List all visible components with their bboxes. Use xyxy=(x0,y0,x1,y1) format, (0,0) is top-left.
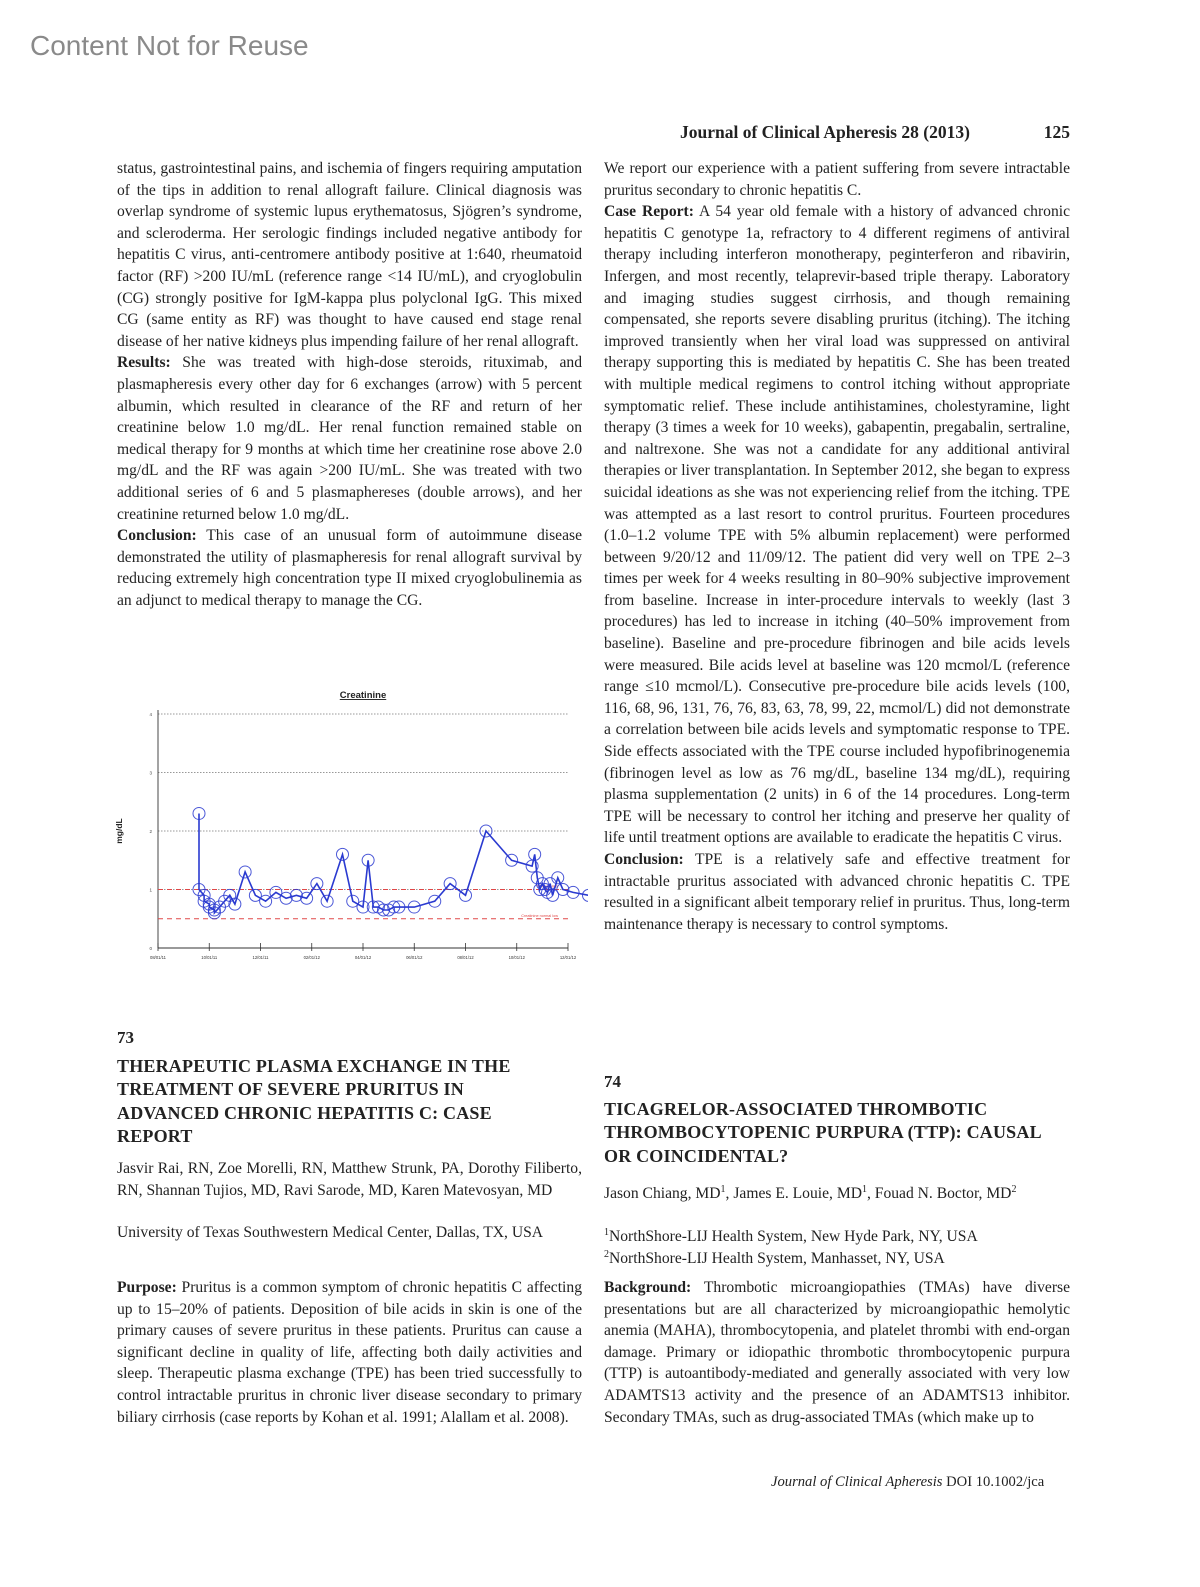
purpose-label: Purpose: xyxy=(117,1279,177,1296)
abstract-73-affiliation: University of Texas Southwestern Medical Center, Dallas, TX, USA xyxy=(117,1224,544,1241)
x-tick-label: 12/01/12 xyxy=(559,955,577,960)
intro-paragraph: We report our experience with a patient suffering from severe intractable pruritus secondary to chronic hepatitis C. xyxy=(604,160,1070,199)
author-louie: , James E. Louie, MD xyxy=(725,1185,862,1203)
page-footer xyxy=(771,1474,1044,1491)
watermark: Content Not for Reuse xyxy=(30,30,309,61)
results-paragraph xyxy=(117,352,582,525)
author-boctor: , Fouad N. Boctor, MD xyxy=(866,1185,1012,1203)
x-tick-label: 06/01/12 xyxy=(406,955,423,960)
x-tick-label: 04/01/12 xyxy=(354,955,372,960)
affiliation-1-text: NorthShore-LIJ Health System, New Hyde Park, NY, USA xyxy=(609,1228,978,1246)
case-report-paragraph xyxy=(604,201,1070,849)
abstract-74-number: 74 xyxy=(604,1072,621,1091)
footer-journal: Journal of Clinical Apheresis xyxy=(771,1474,943,1490)
author-chiang: Jason Chiang, MD xyxy=(604,1185,721,1203)
background-paragraph xyxy=(604,1277,1070,1428)
conclusion-label: Conclusion: xyxy=(117,527,197,545)
purpose-paragraph xyxy=(117,1277,582,1428)
abstract-73-title: THERAPEUTIC PLASMA EXCHANGE IN THE TREATMENT OF SEVERE PRURITUS IN ADVANCED CHRONIC HEPATITIS C: CASE REPORT xyxy=(117,1056,511,1146)
purpose-text: Pruritus is a common symptom of chronic hepatitis C affecting up to 15–20% of patients. Deposition of bile acids in skin is one of the primary causes of severe pruritus in these patients. Pruritus can cause a significant decline in quality of life, affecting both daily activities and sleep. Therapeutic plasma exchange (TPE) has been tried successfully to control intractable pruritus in chronic liver disease secondary to primary biliary cirrhosis (case reports by Kohan et al. 1991; Alallam et al. 2008). xyxy=(117,1279,582,1426)
affiliation-2-text: NorthShore-LIJ Health System, Manhasset, NY, USA xyxy=(609,1250,945,1268)
chart-title: Creatinine xyxy=(339,690,387,701)
reference-line-label: Normal High xyxy=(536,884,558,889)
left-column-continuation xyxy=(117,158,582,611)
creatinine-figure xyxy=(108,680,588,980)
creatinine-series-line xyxy=(199,814,588,913)
x-tick-label: 12/01/11 xyxy=(252,955,269,960)
author-chiang-sup: 1 xyxy=(720,1184,726,1195)
reference-line-label: Creatinine normal low xyxy=(521,913,558,918)
right-column-abstract-73 xyxy=(604,158,1070,935)
x-tick-label: 02/01/12 xyxy=(303,955,320,960)
x-tick-label: 10/01/12 xyxy=(508,955,525,960)
abstract-73-conclusion-paragraph xyxy=(604,849,1070,935)
y-axis-label: mg/dL xyxy=(114,818,124,844)
results-text: She was treated with high-dose steroids, rituximab, and plasmapheresis every other day for 6 exchanges (arrow) with 5 percent albumin, which resulted in clearance of the RF and return of her creatinine below 1.0 mg/dL. Her renal function remained stable on medical therapy for 9 months at which time her creatinine rose above 2.0 mg/dL and the RF was again >200 IU/mL. She was treated with two additional series of 6 and 5 plasmaphereses (double arrows), and her creatinine returned below 1.0 mg/dL. xyxy=(117,354,582,523)
y-tick-label: 1 xyxy=(149,887,152,893)
affiliation-1-sup: 1 xyxy=(604,1227,609,1238)
abstract-74-authors xyxy=(604,1179,1070,1205)
conclusion-text: This case of an unusual form of autoimmune disease demonstrated the utility of plasmapheresis for renal allograft survival by reducing extremely high concentration type II mixed cryoglobulinemia as an adjunct to medical therapy to manage the CG. xyxy=(117,527,582,609)
y-tick-label: 3 xyxy=(149,770,152,776)
conclusion-paragraph xyxy=(117,525,582,611)
abstract-74-background xyxy=(604,1277,1070,1428)
abstract-73-conclusion-label: Conclusion: xyxy=(604,851,684,868)
continued-paragraph: status, gastrointestinal pains, and ischemia of fingers requiring amputation of the tips in addition to renal allograft failure. Clinical diagnosis was overlap syndrome of systemic lupus erythematosus, Sjögren’s syndrome, and scleroderma. Her serologic findings included negative antibody for hepatitis C virus, anti-centromere antibody positive at 1:640, rheumatoid factor (RF) >200 IU/mL (reference range <14 IU/mL), and cryoglobulin (CG) strongly positive for IgM-kappa plus polyclonal IgG. This mixed CG (same entity as RF) was thought to have caused end stage renal disease of her native kidneys plus impending failure of her renal allograft. xyxy=(117,160,582,350)
running-head-journal: Journal of Clinical Apheresis 28 (2013) xyxy=(680,122,970,142)
x-tick-label: 08/01/11 xyxy=(150,955,166,960)
author-louie-sup: 1 xyxy=(861,1184,867,1195)
y-tick-label: 0 xyxy=(149,946,152,951)
x-tick-label: 10/01/11 xyxy=(201,955,218,960)
y-tick-label: 4 xyxy=(149,712,152,717)
footer-doi: DOI 10.1002/jca xyxy=(942,1474,1045,1490)
results-label: Results: xyxy=(117,354,171,372)
creatinine-chart xyxy=(108,680,588,980)
abstract-73-authors: Jasvir Rai, RN, Zoe Morelli, RN, Matthew Strunk, PA, Dorothy Filiberto, RN, Shannan Tujios, MD, Ravi Sarode, MD, Karen Matevosyan, MD xyxy=(117,1160,582,1199)
case-report-text: A 54 year old female with a history of advanced chronic hepatitis C genotype 1a, refractory to 4 different regimens of antiviral therapy including interferon monotherapy, peginterferon and ribavirin, Infergen, and most recently, telaprevir-based triple therapy. Laboratory and imaging studies suggest cirrhosis, and though remaining compensated, she reports severe disabling pruritus (itching). The itching improved transiently when her viral load was suppressed on antiviral therapy supporting this is mediated by hepatitis C. She has been treated with multiple medical regimens to control itching without appropriate symptomatic relief. These include antihistamines, cholestyramine, light therapy (3 times a week for 10 weeks), gabapentin, pregabalin, sertraline, and naltrexone. She was not a candidate for any additional antiviral therapies or liver transplantation. In September 2012, she began to express suicidal ideations as she was not experiencing relief from the itching. TPE was attempted as a last resort to control pruritus. Fourteen procedures (1.0–1.2 volume TPE with 5% albumin replacement) were performed between 9/20/12 and 11/09/12. The patient did very well on TPE 2–3 times per week for 4 weeks resulting in 80–90% subjective improvement from baseline. Increase in inter-procedure intervals to weekly (last 3 procedures) has led to increase in itching (40–50% improvement from baseline). Baseline and pre-procedure fibrinogen and bile acids levels were measured. Bile acids level at baseline was 120 mcmol/L (reference range ≤10 mcmol/L). Consecutive pre-procedure bile acids levels (100, 116, 68, 96, 131, 76, 76, 83, 63, 78, 99, 22, mcmol/L) did not demonstrate a correlation between bile acids levels and symptomatic response to TPE. Side effects associated with the TPE course included hypofibrinogenemia (fibrinogen level as low as 76 mg/dL, baseline 134 mg/dL), requiring plasma supplementation (2 units) in 6 of the 14 procedures. Long-term TPE will be necessary to control her itching and preserve her quality of life until treatment options are available to eradicate the hepatitis C virus. xyxy=(604,203,1070,847)
abstract-73-purpose xyxy=(117,1277,582,1428)
author-boctor-sup: 2 xyxy=(1011,1184,1017,1195)
case-report-label: Case Report: xyxy=(604,203,694,221)
y-tick-label: 2 xyxy=(149,829,152,834)
abstract-73-number: 73 xyxy=(117,1028,134,1047)
abstract-74-affiliation-2 xyxy=(604,1244,1070,1270)
affiliation-2-sup: 2 xyxy=(604,1249,609,1260)
x-tick-label: 08/01/12 xyxy=(457,955,474,960)
background-label: Background: xyxy=(604,1279,692,1296)
page-number: 125 xyxy=(1043,122,1070,142)
abstract-74-title: TICAGRELOR-ASSOCIATED THROMBOTIC THROMBOCYTOPENIC PURPURA (TTP): CAUSAL OR COINCIDENTAL? xyxy=(604,1099,1041,1166)
background-text: Thrombotic microangiopathies (TMAs) have diverse presentations but are all characterized by microangiopathic hemolytic anemia (MAHA), thrombocytopenia, and platelet thrombi with end-organ damage. Primary or idiopathic thrombotic thrombocytopenic purpura (TTP) is autoantibody-mediated and generally associated with very low ADAMTS13 activity and the presence of an ADAMTS13 inhibitor. Secondary TMAs, such as drug-associated TMAs (which make up to xyxy=(604,1279,1070,1426)
abstract-73-conclusion-text: TPE is a relatively safe and effective treatment for intractable pruritus associated with advanced chronic hepatitis C. TPE resulted in a significant albeit temporary relief in pruritus. Thus, long-term maintenance therapy is necessary to control symptoms. xyxy=(604,851,1070,933)
